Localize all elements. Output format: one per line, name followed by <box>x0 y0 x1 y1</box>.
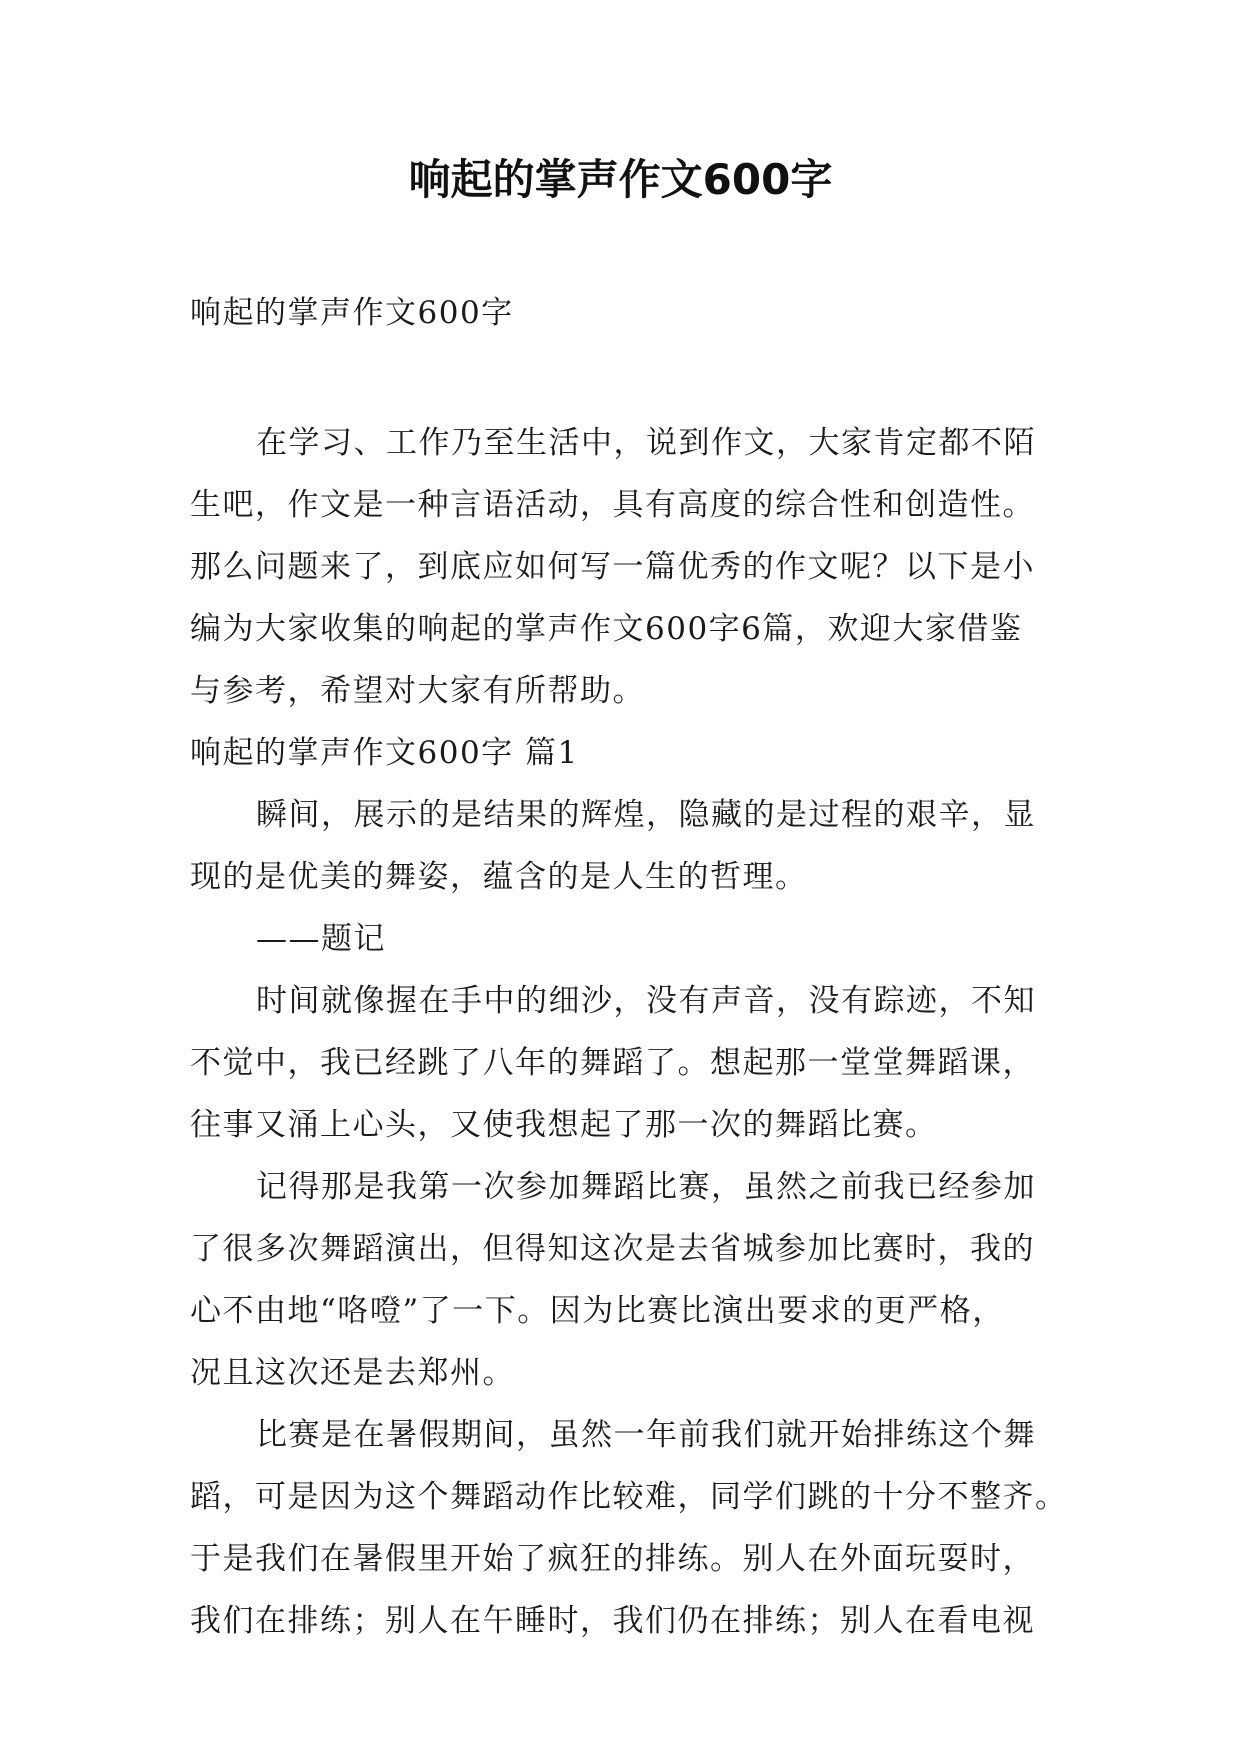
text-line: 况且这次还是去郑州。 <box>190 1355 515 1391</box>
text-line: 了很多次舞蹈演出，但得知这次是去省城参加比赛时，我的 <box>190 1231 1035 1267</box>
subtitle-line: 响起的掌声作文600字 <box>190 295 514 331</box>
epigraph-attribution: ——题记 <box>256 921 386 957</box>
text-line: 记得那是我第一次参加舞蹈比赛，虽然之前我已经参加 <box>256 1169 1036 1205</box>
text-line: 蹈，可是因为这个舞蹈动作比较难，同学们跳的十分不整齐。 <box>190 1479 1068 1515</box>
text-line: 于是我们在暑假里开始了疯狂的排练。别人在外面玩耍时， <box>190 1541 1035 1577</box>
text-line: 瞬间，展示的是结果的辉煌，隐藏的是过程的艰辛，显 <box>256 797 1036 833</box>
text-line: 时间就像握在手中的细沙，没有声音，没有踪迹，不知 <box>256 983 1036 1019</box>
spacer <box>190 344 1070 412</box>
text-line: 比赛是在暑假期间，虽然一年前我们就开始排练这个舞 <box>256 1417 1036 1453</box>
text-line: 不觉中，我已经跳了八年的舞蹈了。想起那一堂堂舞蹈课， <box>190 1045 1035 1081</box>
text-line: 我们在排练；别人在午睡时，我们仍在排练；别人在看电视 <box>190 1603 1035 1639</box>
text-line: 往事又涌上心头，又使我想起了那一次的舞蹈比赛。 <box>190 1107 938 1143</box>
text-line: 在学习、工作乃至生活中，说到作文，大家肯定都不陌 <box>256 425 1036 461</box>
text-line: 生吧，作文是一种言语活动，具有高度的综合性和创造性。 <box>190 487 1035 523</box>
text-line: 与参考，希望对大家有所帮助。 <box>190 673 645 709</box>
document-body <box>190 282 1070 1652</box>
document-title: 响起的掌声作文600字 <box>408 155 833 204</box>
text-line: 心不由地“咯噔”了一下。因为比赛比演出要求的更严格， <box>190 1293 1005 1329</box>
text-line: 现的是优美的舞姿，蕴含的是人生的哲理。 <box>190 859 808 895</box>
text-line: 编为大家收集的响起的掌声作文600字6篇，欢迎大家借鉴 <box>190 611 1023 647</box>
section-heading: 响起的掌声作文600字 篇1 <box>190 735 579 771</box>
text-line: 那么问题来了，到底应如何写一篇优秀的作文呢？以下是小 <box>190 549 1035 585</box>
